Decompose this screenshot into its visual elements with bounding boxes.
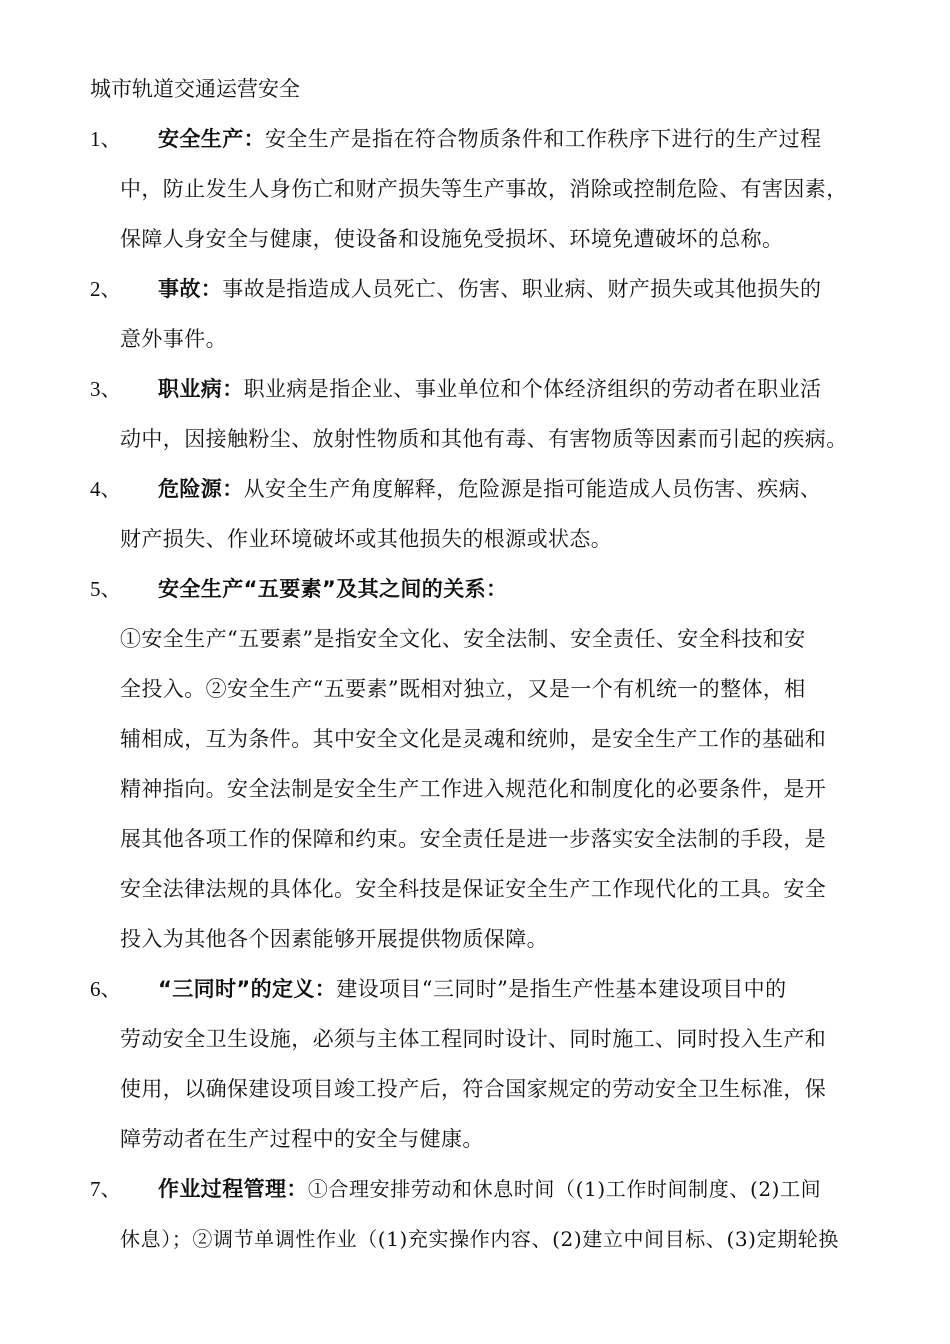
item-number: 6、: [90, 977, 122, 1001]
item-line: 劳动安全卫生设施，必须与主体工程同时设计、同时施工、同时投入生产和: [120, 1027, 827, 1051]
item-line: ①安全生产“五要素”是指安全文化、安全法制、安全责任、安全科技和安: [120, 627, 806, 651]
item-line: 展其他各项工作的保障和约束。安全责任是进一步落实安全法制的手段，是: [120, 827, 827, 851]
item-number: 1、: [90, 127, 122, 151]
item-term: 事故：: [158, 277, 223, 301]
document-title: 城市轨道交通运营安全: [90, 77, 300, 101]
item-text: ①合理安排劳动和休息时间（(1)工作时间制度、(2)工间: [307, 1177, 822, 1201]
item-number: 7、: [90, 1177, 122, 1201]
item-term: 安全生产：: [158, 127, 265, 151]
item-number: 5、: [90, 577, 122, 601]
item-number: 2、: [90, 277, 122, 301]
item-term: 安全生产“五要素”及其之间的关系：: [158, 577, 508, 601]
item-term: 职业病：: [158, 377, 244, 401]
item-term: 危险源：: [158, 477, 244, 501]
item-line: 障劳动者在生产过程中的安全与健康。: [120, 1127, 484, 1151]
item-line: 全投入。②安全生产“五要素”既相对独立，又是一个有机统一的整体，相: [120, 677, 806, 701]
item-first-line: [158, 574, 507, 604]
item-number: 3、: [90, 377, 122, 401]
item-line: 保障人身安全与健康，使设备和设施免受损坏、环境免遭破坏的总称。: [120, 227, 784, 251]
item-line: 休息）；②调节单调性作业（(1)充实操作内容、(2)建立中间目标、(3)定期轮换: [120, 1227, 839, 1251]
item-line: 安全法律法规的具体化。安全科技是保证安全生产工作现代化的工具。安全: [120, 877, 827, 901]
item-text: 建设项目“三同时”是指生产性基本建设项目中的: [336, 977, 787, 1001]
item-term: 作业过程管理：: [158, 1177, 308, 1201]
item-text: 事故是指造成人员死亡、伤害、职业病、财产损失或其他损失的: [222, 277, 822, 301]
item-line: 意外事件。: [120, 327, 227, 351]
item-term: “三同时”的定义：: [158, 977, 337, 1001]
item-line: 投入为其他各个因素能够开展提供物质保障。: [120, 927, 548, 951]
item-line: 使用，以确保建设项目竣工投产后，符合国家规定的劳动安全卫生标准，保: [120, 1077, 827, 1101]
item-first-line: [158, 124, 821, 154]
item-number: 4、: [90, 477, 122, 501]
item-first-line: [158, 374, 821, 404]
item-first-line: [158, 1174, 821, 1204]
item-first-line: [158, 974, 786, 1004]
item-line: 中，防止发生人身伤亡和财产损失等生产事故，消除或控制危险、有害因素，: [120, 177, 848, 201]
item-line: 辅相成，互为条件。其中安全文化是灵魂和统帅，是安全生产工作的基础和: [120, 727, 827, 751]
item-text: 职业病是指企业、事业单位和个体经济组织的劳动者在职业活: [243, 377, 822, 401]
item-text: 从安全生产角度解释，危险源是指可能造成人员伤害、疾病、: [243, 477, 822, 501]
item-line: 动中，因接触粉尘、放射性物质和其他有毒、有害物质等因素而引起的疾病。: [120, 427, 848, 451]
item-first-line: [158, 474, 821, 504]
item-text: 安全生产是指在符合物质条件和工作秩序下进行的生产过程: [265, 127, 822, 151]
item-first-line: [158, 274, 821, 304]
item-line: 精神指向。安全法制是安全生产工作进入规范化和制度化的必要条件，是开: [120, 777, 827, 801]
item-line: 财产损失、作业环境破坏或其他损失的根源或状态。: [120, 527, 613, 551]
